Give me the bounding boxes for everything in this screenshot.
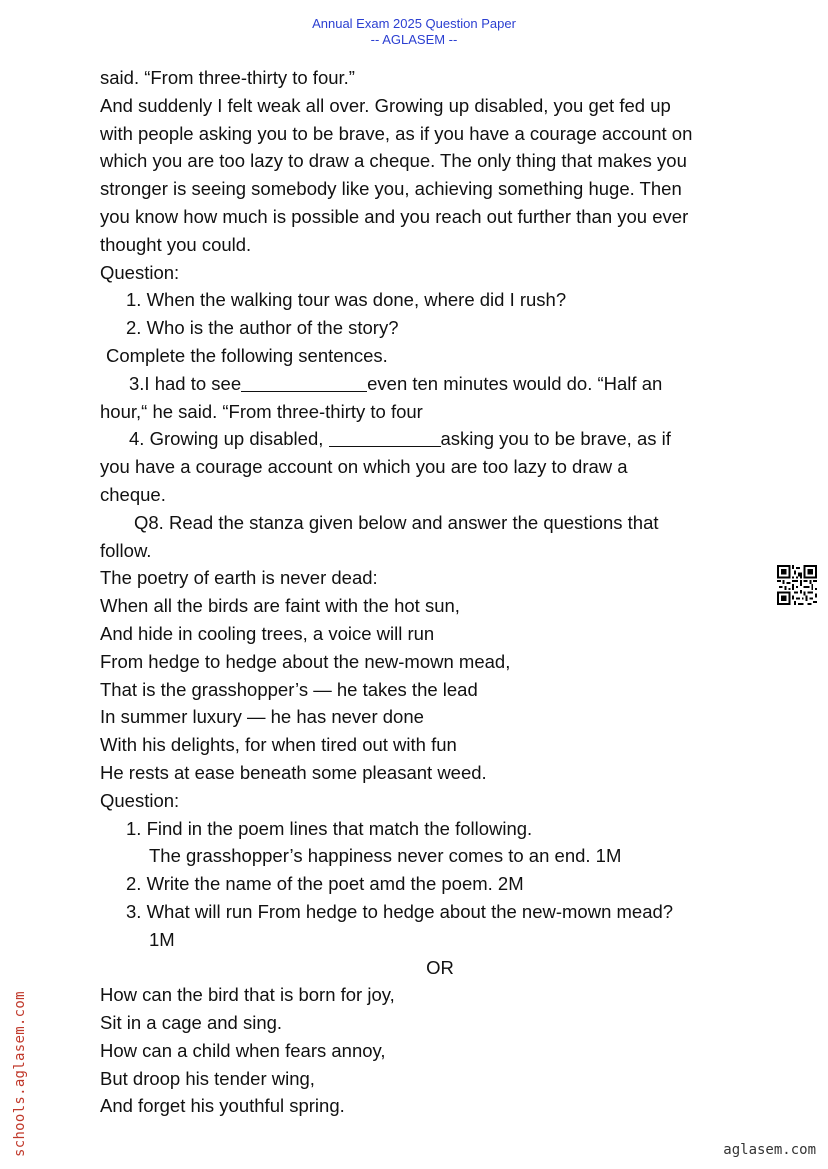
footer-watermark: aglasem.com (723, 1142, 816, 1158)
question-continuation: hour,“ he said. “From three-thirty to four (100, 400, 423, 422)
passage-line: which you are too lazy to draw a cheque. The only thing that makes you (100, 150, 687, 172)
question-label: Question: (100, 789, 180, 811)
passage-line: said. “From three-thirty to four.” (100, 67, 355, 88)
poem-line: With his delights, for when tired out with fun (100, 734, 457, 756)
q4-text-b: asking you to be brave, as if (440, 428, 671, 450)
question-item (100, 425, 780, 453)
q3-text-a: 3.I had to see (129, 372, 242, 394)
question-continuation: you have a courage account on which you are too lazy to draw a (100, 456, 628, 478)
page-header (0, 16, 828, 48)
question-item: 2. Who is the author of the story? (126, 317, 399, 339)
passage-line: you know how much is possible and you reach out further than you ever (100, 205, 689, 227)
fill-blank (241, 373, 367, 392)
poem-line: When all the birds are faint with the hot sun, (100, 595, 460, 617)
poem-line: Sit in a cage and sing. (100, 1012, 283, 1034)
poem-line: And hide in cooling trees, a voice will run (100, 622, 435, 644)
poem-line: He rests at ease beneath some pleasant weed. (100, 761, 487, 783)
question-subline: 1M (149, 928, 175, 950)
passage-line: stronger is seeing somebody like you, achieving something huge. Then (100, 178, 682, 200)
poem-line: In summer luxury — he has never done (100, 706, 424, 728)
header-title: Annual Exam 2025 Question Paper (312, 16, 516, 31)
fill-blank (329, 428, 441, 447)
question-item: 3. What will run From hedge to hedge about the new-mown mead? (126, 900, 674, 922)
poem-line: That is the grasshopper’s — he takes the lead (100, 678, 478, 700)
q3-text-b: even ten minutes would do. “Half an (367, 372, 663, 394)
question-continuation: cheque. (100, 483, 166, 505)
qr-code-icon (777, 565, 817, 605)
q8-intro: Q8. Read the stanza given below and answer the questions that (134, 511, 659, 533)
question-item: 2. Write the name of the poet amd the poem. 2M (126, 873, 524, 895)
question-subline: The grasshopper’s happiness never comes to an end. 1M (149, 845, 622, 867)
question-label: Question: (100, 261, 180, 283)
instruction: Complete the following sentences. (106, 344, 388, 366)
poem-line: How can the bird that is born for joy, (100, 984, 395, 1006)
poem-line: And forget his youthful spring. (100, 1095, 345, 1117)
or-separator: OR (426, 956, 454, 978)
q4-text-a: 4. Growing up disabled, (129, 428, 324, 450)
header-subtitle: -- AGLASEM -- (370, 32, 458, 47)
side-watermark: schools.aglasem.com (12, 991, 28, 1157)
question-item: 1. Find in the poem lines that match the following. (126, 817, 533, 839)
document-body (100, 64, 780, 1120)
q8-intro-continuation: follow. (100, 539, 152, 561)
passage-line: thought you could. (100, 233, 252, 255)
poem-line: From hedge to hedge about the new-mown mead, (100, 650, 511, 672)
poem-line: But droop his tender wing, (100, 1067, 315, 1089)
passage-line: with people asking you to be brave, as if you have a courage account on (100, 122, 693, 144)
poem-line: The poetry of earth is never dead: (100, 567, 378, 589)
question-item: 1. When the walking tour was done, where did I rush? (126, 289, 567, 311)
poem-line: How can a child when fears annoy, (100, 1039, 386, 1061)
passage-line: And suddenly I felt weak all over. Growing up disabled, you get fed up (100, 94, 671, 116)
question-item (100, 370, 780, 398)
